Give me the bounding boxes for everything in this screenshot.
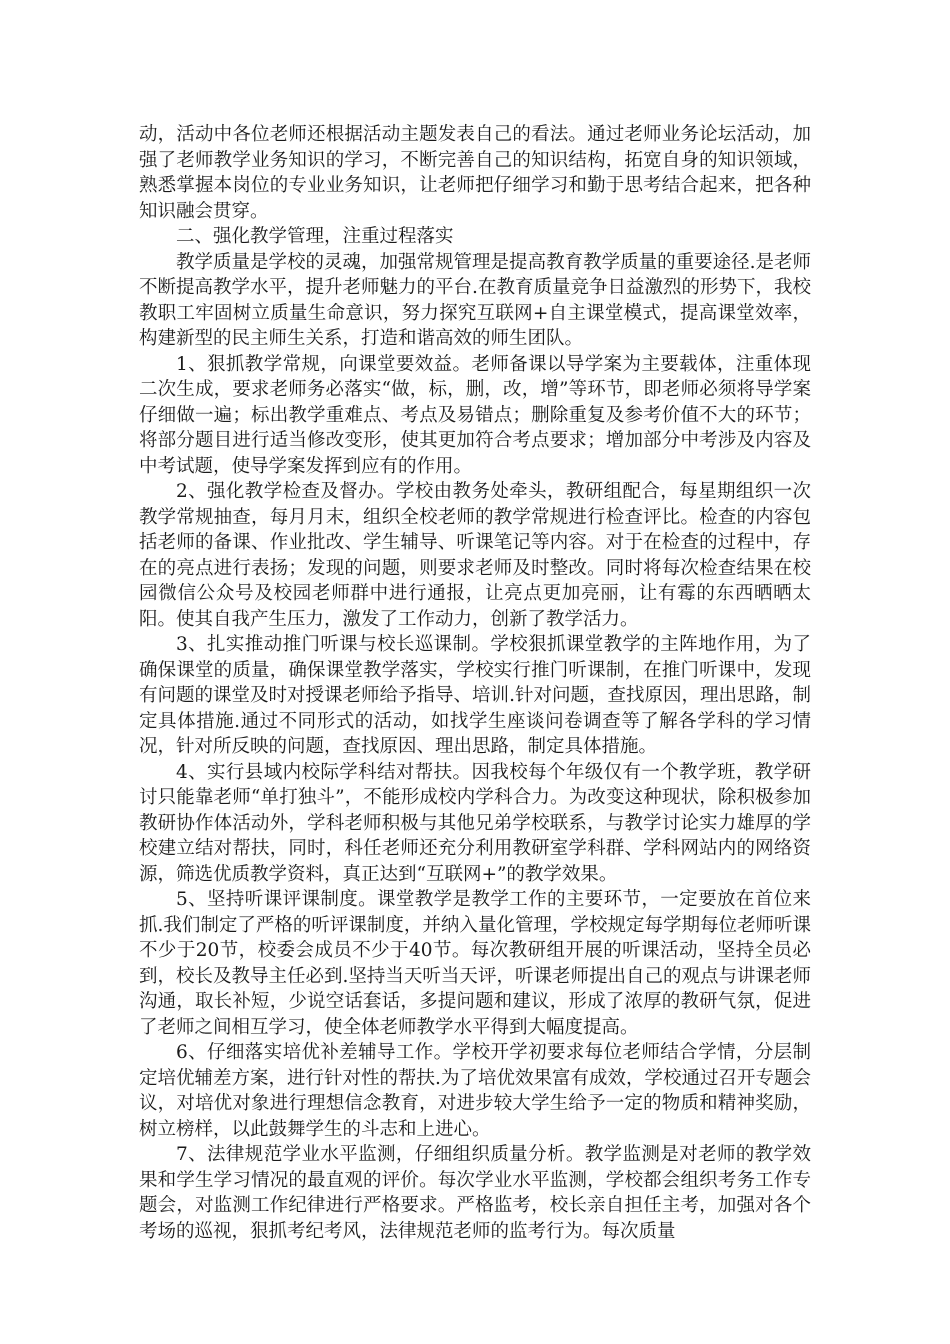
- paragraph-item-4: 4、实行县域内校际学科结对帮扶。因我校每个年级仅有一个教学班，教学研讨只能靠老师“单打独斗”，不能形成校内学科合力。为改变这种现状，除积极参加教研协作体活动外，学科老师积极与其他兄弟学校联系，与教学讨论实力雄厚的学校建立结对帮扶，同时，科任老师还充分利用教研室学科群、学科网站内的网络资源，筛选优质教学资料，真正达到“互联网+”的教学效果。: [139, 761, 811, 885]
- paragraph-item-7: 7、法律规范学业水平监测，仔细组织质量分析。教学监测是对老师的教学效果和学生学习情况的最直观的评价。每次学业水平监测，学校都会组织考务工作专题会，对监测工作纪律进行严格要求。严格监考，校长亲自担任主考，加强对各个考场的巡视，狠抓考纪考风，法律规范老师的监考行为。每次质量: [139, 1144, 811, 1242]
- paragraph-item-3: 3、扎实推动推门听课与校长巡课制。学校狠抓课堂教学的主阵地作用，为了确保课堂的质量，确保课堂教学落实，学校实行推门听课制，在推门听课中，发现有问题的课堂及时对授课老师给予指导、培训.针对问题，查找原因，理出思路，制定具体措施.通过不同形式的活动，如找学生座谈问卷调查等了解各学科的学习情况，针对所反映的问题，查找原因、理出思路，制定具体措施。: [139, 634, 811, 757]
- paragraph-item-5: 5、坚持听课评课制度。课堂教学是教学工作的主要环节，一定要放在首位来抓.我们制定了严格的听评课制度，并纳入量化管理，学校规定每学期每位老师听课不少于20节，校委会成员不少于40节。每次教研组开展的听课活动，坚持全员必到，校长及教导主任必到.坚持当天听当天评，听课老师提出自己的观点与讲课老师沟通，取长补短，少说空话套话，多提问题和建议，形成了浓厚的教研气氛，促进了老师之间相互学习，使全体老师教学水平得到大幅度提高。: [139, 889, 811, 1038]
- section-heading: 二、强化教学管理，注重过程落实: [176, 226, 454, 247]
- paragraph-intro: 教学质量是学校的灵魂，加强常规管理是提高教育教学质量的重要途径.是老师不断提高教学水平，提升老师魅力的平台.在教育质量竞争日益激烈的形势下，我校教职工牢固树立质量生命意识，努力探究互联网+自主课堂模式，提高课堂效率，构建新型的民主师生关系，打造和谐高效的师生团队。: [139, 251, 811, 349]
- document-page: [139, 122, 811, 1244]
- paragraph-item-6: 6、仔细落实培优补差辅导工作。学校开学初要求每位老师结合学情，分层制定培优辅差方案，进行针对性的帮扶.为了培优效果富有成效，学校通过召开专题会议，对培优对象进行理想信念教育，对进步较大学生给予一定的物质和精神奖励，树立榜样，以此鼓舞学生的斗志和上进心。: [139, 1042, 811, 1140]
- paragraph-item-1: 1、狠抓教学常规，向课堂要效益。老师备课以导学案为主要载体，注重体现二次生成，要求老师务必落实“做，标，删，改，增”等环节，即老师必须将导学案仔细做一遍；标出教学重难点、考点及易错点；删除重复及参考价值不大的环节；将部分题目进行适当修改变形，使其更加符合考点要求；增加部分中考涉及内容及中考试题，使导学案发挥到应有的作用。: [139, 353, 811, 477]
- paragraph-continuation: 动，活动中各位老师还根据活动主题发表自己的看法。通过老师业务论坛活动，加强了老师教学业务知识的学习，不断完善自己的知识结构，拓宽自身的知识领域，熟悉掌握本岗位的专业业务知识，让老师把仔细学习和勤于思考结合起来，把各种知识融会贯穿。: [139, 124, 811, 222]
- paragraph-item-2: 2、强化教学检查及督办。学校由教务处牵头，教研组配合，每星期组织一次教学常规抽查，每月月末，组织全校老师的教学常规进行检查评比。检查的内容包括老师的备课、作业批改、学生辅导、听课笔记等内容。对于在检查的过程中，存在的亮点进行表扬；发现的问题，则要求老师及时整改。同时将每次检查结果在校园微信公众号及校园老师群中进行通报，让亮点更加亮丽，让有霉的东西晒晒太阳。使其自我产生压力，激发了工作动力，创新了教学活力。: [139, 481, 811, 630]
